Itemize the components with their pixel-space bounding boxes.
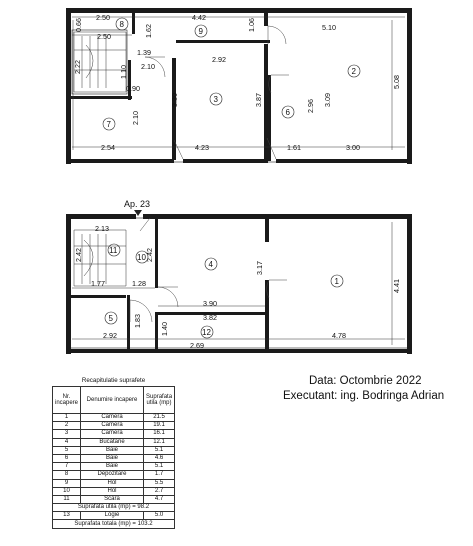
apartment-label: Ap. 23: [124, 199, 151, 209]
recap-cell: Logie: [81, 512, 144, 520]
room-number: 9: [198, 27, 203, 36]
recap-cell: 5: [53, 446, 81, 454]
recap-cell: 7: [53, 463, 81, 471]
dim-label: 1.83: [133, 314, 142, 328]
date-text: Data: Octombrie 2022: [309, 375, 422, 387]
recap-cell: 4: [53, 438, 81, 446]
dim-label: 2.42: [145, 248, 154, 262]
room-number: 8: [119, 20, 124, 29]
recap-cell: 3: [53, 430, 81, 438]
recap-cell: 19.1: [144, 422, 175, 430]
dim-label: 2.50: [97, 32, 111, 41]
recap-cell: 5.1: [144, 463, 175, 471]
dim-label: 3.90: [203, 299, 217, 308]
dim-label: 0.90: [126, 84, 140, 93]
recap-cell: 2.7: [144, 487, 175, 495]
recap-cell: 5.1: [144, 446, 175, 454]
dim-label: 1.77: [91, 279, 105, 288]
recap-cell: Scara: [81, 495, 144, 503]
recap-cell: 2: [53, 422, 81, 430]
recap-cell: 11: [53, 495, 81, 503]
dim-label: 1.10: [119, 65, 128, 79]
grand-total-row: [53, 520, 175, 528]
room-number: 6: [285, 108, 290, 117]
room-number: 5: [108, 314, 113, 323]
recap-cell: 13: [53, 512, 81, 520]
recap-cell: Baie: [81, 463, 144, 471]
recap-cell: Baie: [81, 454, 144, 462]
dim-label: 2.69: [190, 341, 204, 350]
lower-floor-plan: [66, 199, 412, 354]
dim-label: 4.41: [392, 279, 401, 293]
room-number: 1: [334, 277, 339, 286]
table-row: [53, 479, 175, 487]
recap-cell: Baie: [81, 446, 144, 454]
surface-recap-table: [52, 377, 175, 529]
recap-cell: 1: [53, 414, 81, 422]
table-row: [53, 446, 175, 454]
dim-label: 4.78: [332, 331, 346, 340]
dim-label: 2.10: [141, 62, 155, 71]
grand-total: Suprafata totala (mp) = 103.2: [53, 520, 175, 528]
recap-cell: 9: [53, 479, 81, 487]
executant-text: Executant: ing. Bodringa Adrian: [283, 390, 445, 402]
table-row: [53, 414, 175, 422]
recap-cell: Hol: [81, 487, 144, 495]
recap-header-cell: Nr. incapere: [53, 387, 81, 414]
table-row: [53, 463, 175, 471]
table-row: [53, 487, 175, 495]
recap-header-cell: Suprafata utila (mp): [144, 387, 175, 414]
dim-label: 1.40: [160, 322, 169, 336]
recap-cell: 16.1: [144, 430, 175, 438]
dim-label: 4.42: [192, 13, 206, 22]
dim-label: 5.08: [392, 75, 401, 89]
room-number: 7: [106, 120, 111, 129]
recap-cell: 6: [53, 454, 81, 462]
dim-label: 4.23: [195, 143, 209, 152]
recap-header-cell: Denumire incapere: [81, 387, 144, 414]
recap-cell: 21.5: [144, 414, 175, 422]
table-row: [53, 495, 175, 503]
room-number: 12: [202, 328, 211, 337]
room-number: 11: [109, 246, 118, 255]
recap-cell: Camera: [81, 430, 144, 438]
dim-label: 3.00: [346, 143, 360, 152]
recap-title: Recapitulatie suprafete: [81, 377, 146, 384]
recap-cell: 10: [53, 487, 81, 495]
dim-label: 3.17: [255, 261, 264, 275]
recap-cell: Camera: [81, 414, 144, 422]
recap-cell: 4.6: [144, 454, 175, 462]
room-number: 2: [351, 67, 356, 76]
dim-label: 2.42: [74, 248, 83, 262]
recap-cell: 8: [53, 471, 81, 479]
recap-cell: Camera: [81, 422, 144, 430]
dim-label: 1.28: [132, 279, 146, 288]
recap-header-row: [53, 387, 175, 414]
dim-label: 2.10: [131, 111, 140, 125]
dim-label: 2.92: [212, 55, 226, 64]
table-row: [53, 512, 175, 520]
recap-cell: Depozitare: [81, 471, 144, 479]
recap-cell: 4.7: [144, 495, 175, 503]
recap-cell: Hol: [81, 479, 144, 487]
table-row: [53, 422, 175, 430]
dim-label: 2.92: [103, 331, 117, 340]
room-number: 4: [208, 260, 213, 269]
useful-total: Suprafata utila (mp) = 98.2: [53, 504, 175, 512]
dim-label: 2.50: [96, 13, 110, 22]
recap-cell: Bucatarie: [81, 438, 144, 446]
upper-floor-plan: [66, 8, 412, 164]
dim-label: 3.82: [203, 313, 217, 322]
useful-total-row: [53, 504, 175, 512]
dim-label: 3.30: [170, 93, 179, 107]
dim-label: 1.61: [287, 143, 301, 152]
dim-label: 1.39: [137, 48, 151, 57]
table-row: [53, 471, 175, 479]
room-number: 3: [213, 95, 218, 104]
dim-label: 2.13: [95, 224, 109, 233]
dim-label: 5.10: [322, 23, 336, 32]
dim-label: 2.22: [73, 60, 82, 74]
dim-label: 0.66: [74, 18, 83, 32]
dim-label: 2.96: [306, 99, 315, 113]
recap-cell: 12.1: [144, 438, 175, 446]
dim-label: 1.62: [144, 24, 153, 38]
recap-cell: 5.5: [144, 479, 175, 487]
table-row: [53, 430, 175, 438]
dim-label: 3.09: [323, 93, 332, 107]
recap-cell: 5.0: [144, 512, 175, 520]
table-row: [53, 454, 175, 462]
room-number: 10: [137, 253, 146, 262]
dim-label: 3.87: [254, 93, 263, 107]
dim-label: 1.06: [247, 18, 256, 32]
dim-label: 2.54: [101, 143, 115, 152]
recap-cell: 1.7: [144, 471, 175, 479]
table-row: [53, 438, 175, 446]
